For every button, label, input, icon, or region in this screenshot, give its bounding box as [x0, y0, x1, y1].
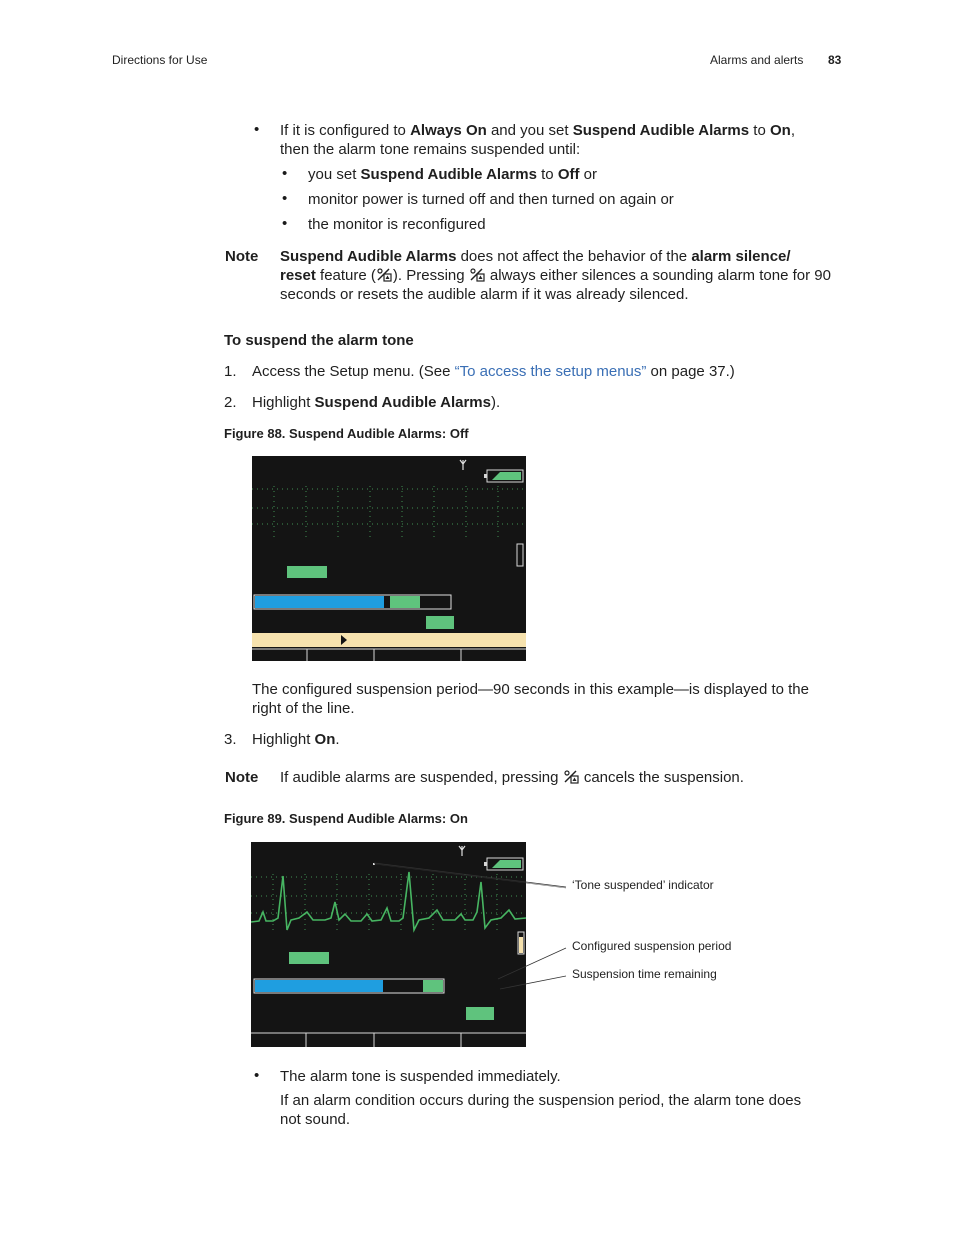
step-highlight-suspend: Highlight Suspend Audible Alarms).	[252, 394, 501, 411]
callout-leaders	[370, 855, 570, 995]
note-label: Note	[225, 248, 259, 265]
step-highlight-on: Highlight On.	[252, 731, 340, 748]
alarm-silence-reset-icon	[563, 769, 580, 784]
sub-bullet-reconfigured: the monitor is reconfigured	[308, 216, 486, 233]
note-label: Note	[225, 769, 259, 786]
paragraph-suspension-period: The configured suspension period—90 seconds in this example—is displayed to the right of the line.	[252, 681, 809, 717]
tone-suspended-indicator	[517, 544, 523, 566]
step-number: 3.	[224, 731, 237, 748]
step-number: 2.	[224, 394, 237, 411]
bullet-always-on: If it is configured to Always On and you set Suspend Audible Alarms to On, then the alarm tone remains suspended until:	[280, 122, 795, 158]
slider-fill	[255, 596, 384, 608]
setup-menus-link[interactable]: “To access the setup menus”	[454, 363, 647, 380]
waveform-grid	[252, 486, 526, 541]
note-suspend-audible: Suspend Audible Alarms does not affect the behavior of the alarm silence/ reset feature ( ). Pressing always either silences a sounding alarm tone for 90 seconds or resets the audible alarm if it was already silenced.	[280, 248, 831, 303]
page-number: 83	[828, 53, 842, 67]
slider-fill	[255, 980, 383, 992]
figure-89-caption: Figure 89. Suspend Audible Alarms: On	[224, 811, 468, 826]
running-header-section: Alarms and alerts	[710, 53, 804, 67]
slider-marker	[386, 596, 390, 608]
callout-tone-suspended: ‘Tone suspended’ indicator	[572, 878, 714, 892]
bullet-marker: •	[254, 121, 260, 138]
step-number: 1.	[224, 363, 237, 380]
callout-configured-period: Configured suspension period	[572, 939, 732, 953]
sub-bullet-off: you set Suspend Audible Alarms to Off or	[308, 166, 597, 183]
sub-bullet-marker: •	[282, 215, 288, 232]
alarm-silence-reset-icon	[376, 267, 393, 282]
bullet-marker: •	[254, 1067, 260, 1084]
antenna-icon	[460, 460, 466, 470]
running-header-left: Directions for Use	[112, 53, 208, 67]
menu-button	[466, 1007, 494, 1020]
sub-bullet-power: monitor power is turned off and then turned on again or	[308, 191, 674, 208]
highlight-bar	[252, 633, 526, 647]
suspension-period-field	[390, 596, 420, 608]
monitor-screen-graphics	[252, 456, 526, 661]
battery-icon	[484, 470, 523, 482]
alarm-silence-reset-icon	[469, 267, 486, 282]
sub-bullet-marker: •	[282, 165, 288, 182]
bullet-suspended-immediately: The alarm tone is suspended immediately.	[280, 1068, 561, 1085]
paragraph-alarm-condition: If an alarm condition occurs during the suspension period, the alarm tone does not sound.	[280, 1092, 802, 1128]
figure-88-caption: Figure 88. Suspend Audible Alarms: Off	[224, 426, 469, 441]
menu-field	[289, 952, 329, 964]
monitor-screen-off	[252, 456, 526, 661]
sub-bullet-marker: •	[282, 190, 288, 207]
procedure-heading: To suspend the alarm tone	[224, 332, 414, 349]
step-access-setup: Access the Setup menu. (See “To access the setup menus” on page 37.)	[252, 363, 735, 380]
note-cancel-suspension: If audible alarms are suspended, pressing cancels the suspension.	[280, 769, 744, 786]
menu-button	[426, 616, 454, 629]
menu-field	[287, 566, 327, 578]
callout-time-remaining: Suspension time remaining	[572, 967, 717, 981]
